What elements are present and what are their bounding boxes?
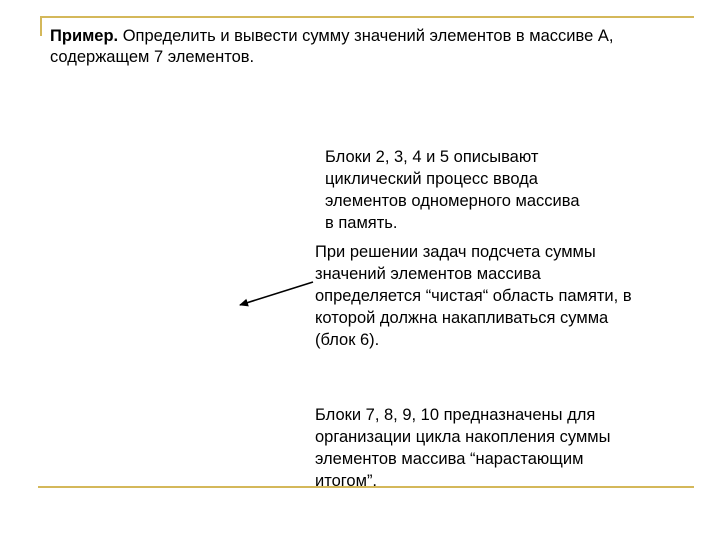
note-memory-clear: При решении задач подсчета суммы значений элементов массива определяется “чистая“ область памяти, в которой должна накапливаться сумма (блок 6). [315, 243, 632, 349]
heading-text-line2: содержащем 7 элементов. [50, 48, 255, 66]
arrow-line [240, 282, 313, 305]
problem-heading [50, 26, 690, 68]
top-divider [42, 16, 694, 18]
heading-label: Пример. [50, 27, 119, 45]
note-sum-loop: Блоки 7, 8, 9, 10 предназначены для организации цикла накопления суммы элементов массива “нарастающим итогом”. [315, 406, 611, 490]
heading-text: Определить и вывести сумму значений элементов в массиве А, [118, 27, 614, 45]
left-divider [40, 16, 42, 36]
note-input-blocks: Блоки 2, 3, 4 и 5 описывают циклический процесс ввода элементов одномерного массива в память. [325, 148, 580, 232]
bottom-divider [38, 486, 694, 488]
